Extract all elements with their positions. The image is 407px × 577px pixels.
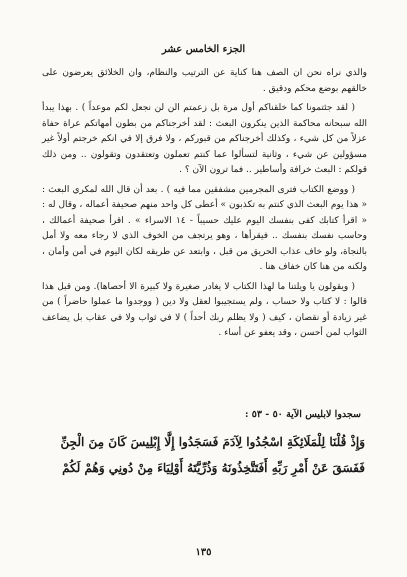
body-text	[42, 66, 367, 346]
paragraph: ( ويقولون يا ويلتنا ما لهذا الكتاب لا يغادر صغيرة ولا كبيرة الا أحصاها). ومن قبل هذا قالوا : لا كتاب ولا حساب ، ولم يستجيبوا لعقل ولا دين ( ووجدوا ما عملوا حاضراً ) من غير زيادة أو نقصان ، كيف ( ولا يظلم ربك أحداً ) لا في ثواب ولا في عقاب بل يضاعف الثواب لمن أحسن ، وقد يعفو عن أساء .	[42, 281, 367, 338]
paragraph: ( لقد جئتمونا كما خلقناكم أول مرة بل زعمتم الن لن نجعل لكم موعداً ) . بهذا يبدأ الله سبحانه محاكمة الذين ينكرون البعث : لقد أخرجناكم من بطون أمهاتكم عراة حفاة عزلاً من كل شيء ، وكذلك أخرجناكم من قبوركم ، ولا فرق إلا في انكم خرجتم أولاً غير مسؤولين عن شيء ، وثانية لتسألوا عما كنتم تعملون وتعتقدون وتقولون .. ومن ذلك قولكم : البعث خرافة وأساطير .. فما ترون الآن ؟ .	[42, 103, 367, 175]
quran-verse	[37, 429, 365, 481]
paragraph: والذي نراه نحن ان الصف هنا كناية عن الترتيب والنظام، وان الخلائق يعرضون على خالقهم بوضع محكم ودقيق .	[42, 68, 367, 94]
verse-line: فَفَسَقَ عَنْ أَمْرِ رَبِّهِ أَفَتَتَّخِذُونَهُ وَذُرِّيَّتَهُ أَوْلِيَاءَ مِنْ دُونِي وَهُمْ لَكُمْ	[62, 461, 365, 475]
page-number: ١٣٥	[195, 547, 212, 558]
verse-line: وَإِذْ قُلْنَا لِلْمَلَائِكَةِ اسْجُدُوا لِآدَمَ فَسَجَدُوا إِلَّا إِبْلِيسَ كَانَ مِنَ الْجِنِّ	[60, 435, 365, 449]
section-title: سجدوا لابليس الآية ٥٠ - ٥٣ :	[244, 409, 361, 420]
paragraph: ( ووضع الكتاب فترى المجرمين مشفقين مما فيه ) . بعد أن قال الله لمكري البعث : « هذا يوم البعث الذي كنتم به تكذبون » أعطى كل واحد منهم صحيفة أعماله ، وقال له : « اقرأ كتابك كفى بنفسك اليوم عليك حسيباً - ١٤ الاسراء » . اقرأ صحيفة أعمالك ، وحاسب نفسك بنفسك .. فيقرأها ، وهو يرتجف من الخوف الذي لا رجاء معه ولا أمل بالنجاة، ولو خاف عذاب الحريق من قبل ، وابتعد عن طريقه لكان اليوم في أمن وأمان ، ولكنه من هنا كان خفاف هنا .	[42, 184, 367, 272]
running-header: الجزء الخامس عشر	[161, 44, 246, 55]
